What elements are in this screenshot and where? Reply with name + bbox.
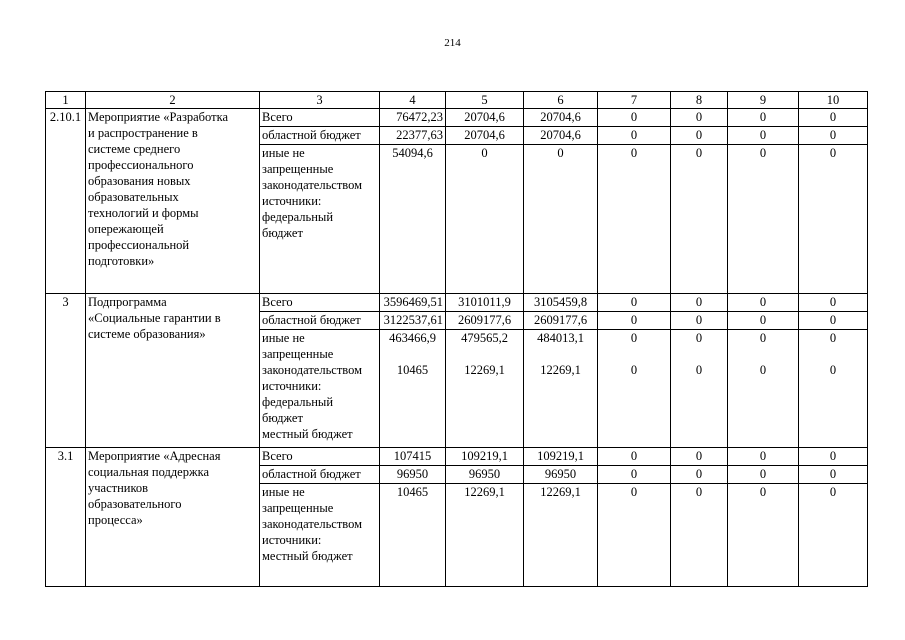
value-cell: 3105459,8: [524, 294, 598, 312]
value-cell: 0: [598, 448, 671, 466]
source-line: иные не: [262, 331, 305, 345]
value-cell: [728, 330, 799, 448]
federal-value: 0: [829, 331, 837, 345]
header-cell: 1: [46, 92, 86, 109]
header-cell: 8: [671, 92, 728, 109]
name-line: социальная поддержка: [88, 465, 210, 479]
source-line: федеральный: [262, 210, 334, 224]
header-cell: 4: [380, 92, 446, 109]
local-value: 0: [695, 363, 703, 377]
value-cell: 0: [524, 145, 598, 294]
source-label: [260, 330, 380, 448]
name-line: профессионального: [88, 158, 194, 172]
value-cell: 3596469,51: [380, 294, 446, 312]
name-line: процесса»: [88, 513, 143, 527]
federal-value: 479565,2: [461, 331, 508, 345]
local-value: 10465: [396, 363, 429, 377]
value-cell: 22377,63: [380, 127, 446, 145]
value-cell: 0: [728, 448, 799, 466]
value-cell: 0: [728, 294, 799, 312]
value-cell: [446, 330, 524, 448]
source-line: источники:: [262, 379, 322, 393]
name-line: образовательных: [88, 190, 179, 204]
page-number: 214: [444, 37, 461, 49]
value-cell: 96950: [380, 466, 446, 484]
row-number: 3.1: [46, 448, 86, 587]
value-cell: 0: [799, 312, 868, 330]
value-cell: 0: [598, 312, 671, 330]
source-label: [260, 484, 380, 587]
value-cell: [799, 330, 868, 448]
source-line: иные не: [262, 146, 305, 160]
source-label: областной бюджет: [260, 466, 380, 484]
name-line: «Социальные гарантии в: [88, 311, 221, 325]
source-line: местный бюджет: [262, 549, 353, 563]
header-cell: 7: [598, 92, 671, 109]
value-cell: 0: [728, 484, 799, 587]
source-line: иные не: [262, 485, 305, 499]
federal-value: 463466,9: [389, 331, 436, 345]
source-line: источники:: [262, 533, 322, 547]
name-line: Подпрограмма: [88, 295, 167, 309]
header-cell: 2: [86, 92, 260, 109]
source-line: запрещенные: [262, 347, 334, 361]
name-line: опережающей: [88, 222, 164, 236]
value-cell: 109219,1: [524, 448, 598, 466]
source-line: законодательством: [262, 517, 363, 531]
federal-value: 0: [695, 331, 703, 345]
value-cell: 0: [799, 109, 868, 127]
activity-name: [86, 294, 260, 448]
value-cell: 20704,6: [524, 109, 598, 127]
local-value: 12269,1: [540, 363, 581, 377]
name-line: образования новых: [88, 174, 191, 188]
source-line: запрещенные: [262, 501, 334, 515]
value-cell: 20704,6: [524, 127, 598, 145]
header-row: [46, 92, 868, 109]
value-cell: 0: [598, 145, 671, 294]
value-cell: 0: [671, 448, 728, 466]
federal-value: 0: [759, 331, 767, 345]
name-line: Мероприятие «Разработка: [88, 110, 229, 124]
header-cell: 3: [260, 92, 380, 109]
value-cell: 2609177,6: [524, 312, 598, 330]
value-cell: 3122537,61: [380, 312, 446, 330]
value-cell: 0: [671, 466, 728, 484]
source-line: местный бюджет: [262, 427, 353, 441]
table-row: [46, 294, 868, 312]
value-cell: [380, 330, 446, 448]
local-value: 12269,1: [464, 363, 505, 377]
value-cell: 0: [671, 294, 728, 312]
value-cell: [524, 330, 598, 448]
source-label: [260, 145, 380, 294]
source-label: Всего: [260, 294, 380, 312]
name-line: технологий и формы: [88, 206, 199, 220]
activity-name: [86, 109, 260, 294]
name-line: системе среднего: [88, 142, 181, 156]
source-label: Всего: [260, 109, 380, 127]
value-cell: 0: [598, 294, 671, 312]
value-cell: 109219,1: [446, 448, 524, 466]
value-cell: 0: [799, 448, 868, 466]
value-cell: 96950: [524, 466, 598, 484]
value-cell: 0: [728, 127, 799, 145]
federal-value: 484013,1: [537, 331, 584, 345]
name-line: системе образования»: [88, 327, 206, 341]
value-cell: 0: [728, 145, 799, 294]
value-cell: 2609177,6: [446, 312, 524, 330]
value-cell: 0: [728, 312, 799, 330]
source-line: запрещенные: [262, 162, 334, 176]
source-line: бюджет: [262, 411, 303, 425]
row-number: 2.10.1: [46, 109, 86, 294]
value-cell: 0: [799, 466, 868, 484]
value-cell: 0: [799, 145, 868, 294]
value-cell: 0: [671, 145, 728, 294]
value-cell: 76472,23: [380, 109, 446, 127]
source-line: источники:: [262, 194, 322, 208]
value-cell: 0: [671, 109, 728, 127]
name-line: образовательного: [88, 497, 182, 511]
value-cell: 96950: [446, 466, 524, 484]
source-label: областной бюджет: [260, 312, 380, 330]
value-cell: 0: [671, 484, 728, 587]
value-cell: 0: [598, 484, 671, 587]
value-cell: 3101011,9: [446, 294, 524, 312]
value-cell: 107415: [380, 448, 446, 466]
value-cell: 0: [728, 109, 799, 127]
source-label: Всего: [260, 448, 380, 466]
header-cell: 10: [799, 92, 868, 109]
table-row: [46, 448, 868, 466]
name-line: Мероприятие «Адресная: [88, 449, 221, 463]
source-line: бюджет: [262, 226, 303, 240]
name-line: участников: [88, 481, 149, 495]
source-line: законодательством: [262, 363, 363, 377]
value-cell: 0: [598, 466, 671, 484]
value-cell: [598, 330, 671, 448]
source-line: законодательством: [262, 178, 363, 192]
value-cell: 0: [799, 127, 868, 145]
value-cell: 0: [671, 127, 728, 145]
value-cell: 0: [799, 484, 868, 587]
local-value: 0: [829, 363, 837, 377]
value-cell: 12269,1: [446, 484, 524, 587]
name-line: подготовки»: [88, 254, 155, 268]
value-cell: [671, 330, 728, 448]
header-cell: 6: [524, 92, 598, 109]
budget-table: [45, 91, 868, 587]
header-cell: 5: [446, 92, 524, 109]
activity-name: [86, 448, 260, 587]
value-cell: 0: [671, 312, 728, 330]
value-cell: 0: [799, 294, 868, 312]
name-line: профессиональной: [88, 238, 190, 252]
value-cell: 54094,6: [380, 145, 446, 294]
local-value: 0: [630, 363, 638, 377]
value-cell: 0: [728, 466, 799, 484]
value-cell: 0: [598, 127, 671, 145]
table-row: [46, 109, 868, 127]
value-cell: 20704,6: [446, 127, 524, 145]
value-cell: 10465: [380, 484, 446, 587]
value-cell: 20704,6: [446, 109, 524, 127]
local-value: 0: [759, 363, 767, 377]
header-cell: 9: [728, 92, 799, 109]
value-cell: 12269,1: [524, 484, 598, 587]
value-cell: 0: [446, 145, 524, 294]
federal-value: 0: [630, 331, 638, 345]
value-cell: 0: [598, 109, 671, 127]
source-line: федеральный: [262, 395, 334, 409]
source-label: областной бюджет: [260, 127, 380, 145]
name-line: и распространение в: [88, 126, 198, 140]
row-number: 3: [46, 294, 86, 448]
